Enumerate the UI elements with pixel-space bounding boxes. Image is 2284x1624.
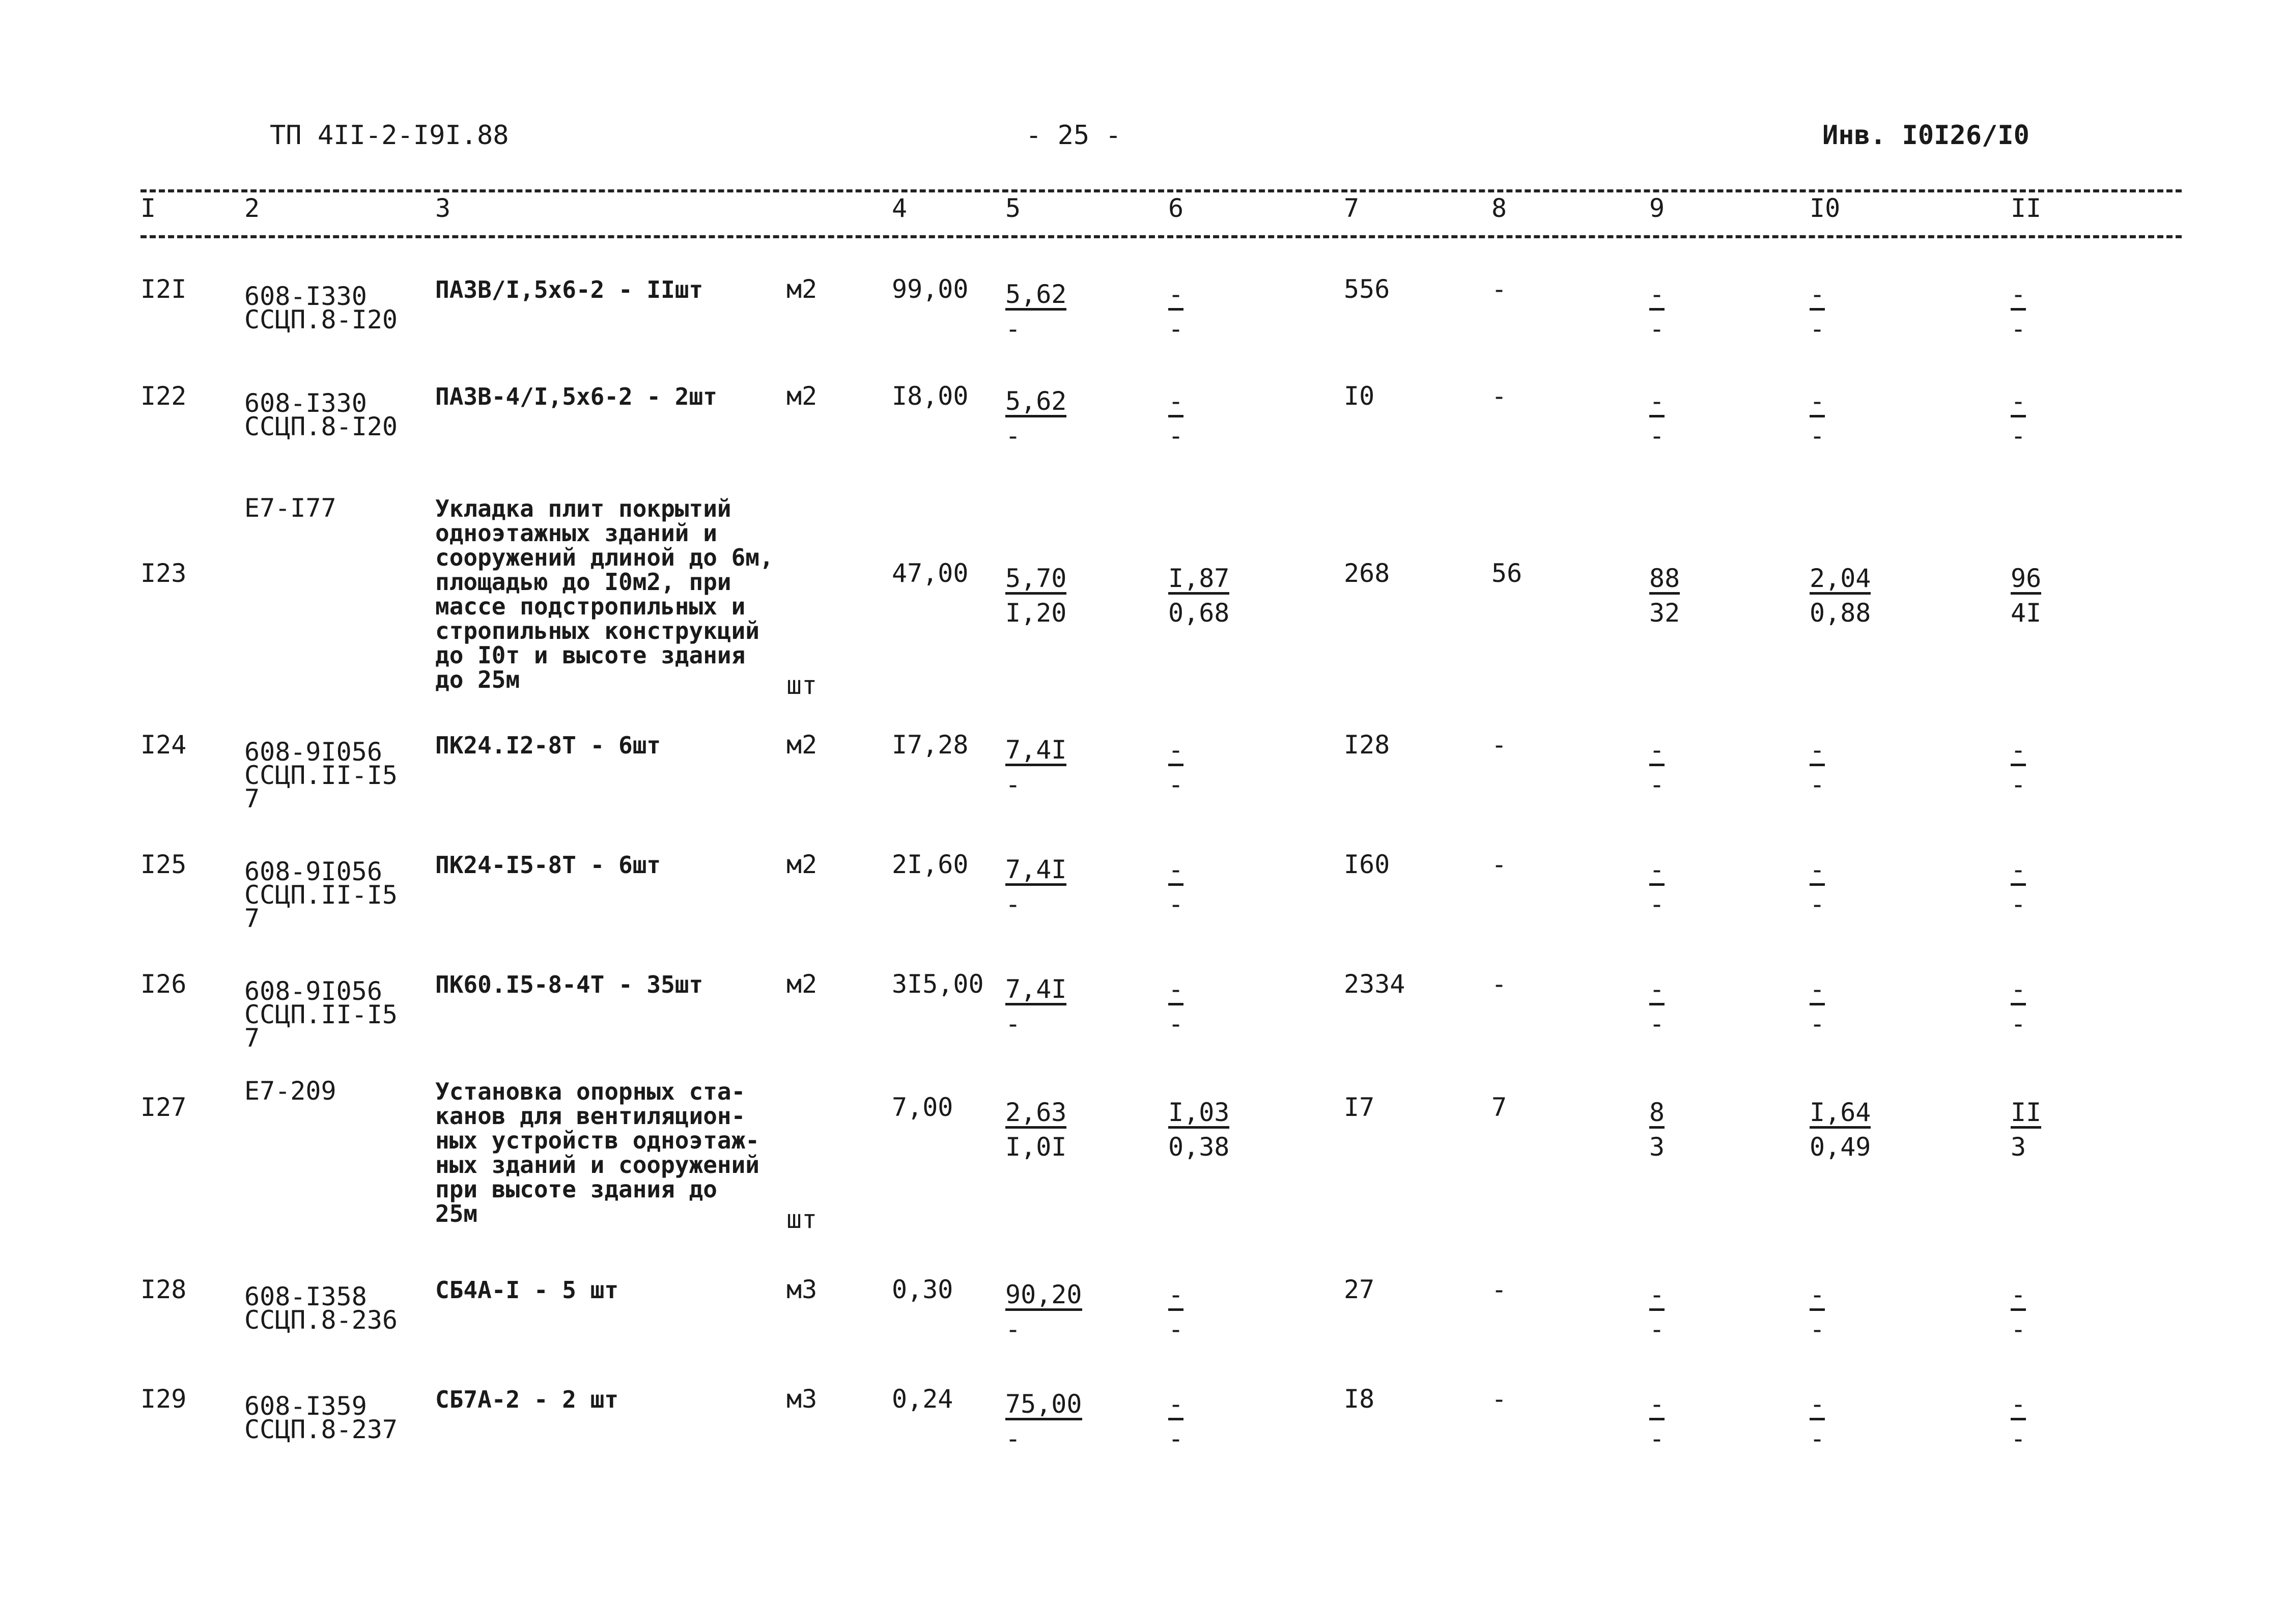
total-cost: 268 — [1344, 558, 1390, 588]
labor-total — [2011, 384, 2026, 454]
fraction-denominator: - — [1649, 1314, 1665, 1344]
total-cost: 2334 — [1344, 969, 1405, 999]
fraction-denominator: - — [1168, 1424, 1184, 1453]
total-cost: I8 — [1344, 1384, 1375, 1414]
fraction-denominator: - — [2011, 1009, 2026, 1039]
fraction-denominator: - — [1649, 421, 1665, 451]
unit-cost — [1005, 972, 1066, 1042]
column-header: 9 — [1649, 193, 1665, 223]
unit: м3 — [786, 1384, 817, 1414]
quantity: 99,00 — [892, 274, 969, 304]
labor-total — [2011, 1278, 2026, 1347]
fraction-denominator: - — [1168, 1009, 1184, 1039]
unit: шт — [786, 1205, 817, 1234]
machine-total — [1649, 562, 1680, 631]
row-number: I29 — [140, 1384, 187, 1414]
resource-code: 608-I358 ССЦП.8-236 — [244, 1282, 398, 1335]
fraction-denominator: - — [1649, 770, 1665, 799]
labor-cost — [1810, 972, 1825, 1042]
work-description: ПК24.I2-8Т - 6шт — [435, 732, 661, 759]
labor-total — [2011, 972, 2026, 1042]
fraction-denominator: - — [1168, 889, 1184, 919]
labor-cost — [1810, 277, 1825, 347]
quantity: 0,30 — [892, 1275, 953, 1304]
resource-code: 608-9I056 ССЦП.II-I5 7 — [244, 976, 398, 1053]
quantity: 3I5,00 — [892, 969, 984, 999]
machine-total — [1649, 277, 1665, 347]
column-header: I0 — [1810, 193, 1841, 223]
unit-cost — [1005, 853, 1066, 922]
wage-total: - — [1491, 1384, 1507, 1414]
row-number: I25 — [140, 850, 187, 879]
fraction-numerator: - — [2011, 737, 2026, 766]
machine-total — [1649, 1278, 1665, 1347]
total-cost: I0 — [1344, 381, 1375, 411]
column-header: 4 — [892, 193, 908, 223]
unit: м2 — [786, 274, 817, 304]
fraction-numerator: 75,00 — [1005, 1391, 1082, 1420]
fraction-numerator: - — [1649, 737, 1665, 766]
work-description: СБ7А-2 - 2 шт — [435, 1386, 619, 1413]
fraction-numerator: - — [1168, 857, 1183, 886]
fraction-denominator: - — [1810, 314, 1825, 344]
resource-code: 608-I330 ССЦП.8-I20 — [244, 388, 398, 441]
column-header: II — [2011, 193, 2042, 223]
row-number: I23 — [140, 558, 187, 588]
resource-code: Е7-209 — [244, 1076, 336, 1106]
column-header: 3 — [435, 193, 451, 223]
machine-cost — [1168, 1278, 1183, 1347]
fraction-numerator: - — [1649, 857, 1665, 886]
unit-cost — [1005, 1096, 1066, 1165]
fraction-numerator: - — [1168, 737, 1183, 766]
fraction-denominator: - — [1649, 889, 1665, 919]
fraction-numerator: - — [1649, 1391, 1665, 1420]
resource-code: 608-9I056 ССЦП.II-I5 7 — [244, 737, 398, 814]
fraction-denominator: 3 — [1649, 1132, 1665, 1162]
fraction-numerator: 88 — [1649, 566, 1680, 595]
labor-total — [2011, 733, 2026, 802]
quantity: I8,00 — [892, 381, 969, 411]
fraction-denominator: - — [2011, 314, 2026, 344]
fraction-numerator: - — [1168, 282, 1183, 311]
fraction-denominator: - — [2011, 889, 2026, 919]
fraction-denominator: - — [2011, 421, 2026, 451]
fraction-denominator: 0,38 — [1168, 1132, 1230, 1162]
total-cost: I60 — [1344, 850, 1390, 879]
unit: м3 — [786, 1275, 817, 1304]
column-header: 5 — [1005, 193, 1021, 223]
labor-total — [2011, 562, 2041, 631]
fraction-denominator: 32 — [1649, 598, 1680, 628]
fraction-numerator: - — [1168, 388, 1183, 417]
machine-cost — [1168, 972, 1183, 1042]
unit: м2 — [786, 381, 817, 411]
machine-cost — [1168, 562, 1229, 631]
fraction-denominator: - — [1005, 421, 1021, 451]
work-description: ПАЗВ-4/I,5х6-2 - 2шт — [435, 383, 717, 410]
fraction-numerator: - — [1810, 388, 1825, 417]
fraction-denominator: - — [2011, 1314, 2026, 1344]
row-number: I2I — [140, 274, 187, 304]
column-header: 2 — [244, 193, 260, 223]
work-description: ПК60.I5-8-4Т - 35шт — [435, 971, 703, 998]
unit: шт — [786, 670, 817, 700]
total-cost: 556 — [1344, 274, 1390, 304]
machine-total — [1649, 1096, 1665, 1165]
fraction-numerator: 7,4I — [1005, 857, 1066, 886]
fraction-numerator: 96 — [2011, 566, 2041, 595]
labor-cost — [1810, 1096, 1871, 1165]
fraction-denominator: - — [1649, 1009, 1665, 1039]
fraction-numerator: - — [2011, 857, 2026, 886]
unit: м2 — [786, 850, 817, 879]
fraction-numerator: - — [2011, 1282, 2026, 1311]
quantity: I7,28 — [892, 730, 969, 760]
labor-cost — [1810, 1387, 1825, 1457]
quantity: 7,00 — [892, 1093, 953, 1122]
wage-total: - — [1491, 850, 1507, 879]
work-description: ПК24-I5-8Т - 6шт — [435, 851, 661, 879]
fraction-denominator: 0,88 — [1810, 598, 1871, 628]
fraction-numerator: I,87 — [1168, 566, 1229, 595]
fraction-numerator: 5,70 — [1005, 566, 1066, 595]
unit-cost — [1005, 384, 1066, 454]
fraction-numerator: - — [2011, 388, 2026, 417]
labor-total — [2011, 1096, 2041, 1165]
fraction-denominator: - — [1649, 314, 1665, 344]
labor-total — [2011, 853, 2026, 922]
fraction-numerator: 7,4I — [1005, 976, 1066, 1005]
fraction-numerator: 2,63 — [1005, 1100, 1066, 1129]
machine-cost — [1168, 1387, 1183, 1457]
work-description: ПАЗВ/I,5х6-2 - IIшт — [435, 276, 703, 303]
fraction-numerator: - — [1810, 737, 1825, 766]
fraction-numerator: - — [1810, 857, 1825, 886]
fraction-denominator: - — [1168, 314, 1184, 344]
page-number: - 25 - — [1026, 120, 1121, 151]
total-cost: I28 — [1344, 730, 1390, 760]
unit-cost — [1005, 733, 1066, 802]
fraction-denominator: - — [1168, 770, 1184, 799]
machine-cost — [1168, 733, 1183, 802]
wage-total: - — [1491, 381, 1507, 411]
resource-code: 608-9I056 ССЦП.II-I5 7 — [244, 857, 398, 933]
fraction-numerator: - — [1649, 976, 1665, 1005]
unit-cost — [1005, 277, 1066, 347]
fraction-denominator: - — [1005, 314, 1021, 344]
fraction-numerator: 5,62 — [1005, 388, 1066, 417]
fraction-numerator: 5,62 — [1005, 282, 1066, 311]
row-number: I24 — [140, 730, 187, 760]
labor-cost — [1810, 384, 1825, 454]
machine-total — [1649, 853, 1665, 922]
column-header: 8 — [1491, 193, 1507, 223]
column-header: 7 — [1344, 193, 1360, 223]
machine-cost — [1168, 1096, 1229, 1165]
work-description: Установка опорных ста- канов для вентиляцион- ных устройств одноэтаж- ных зданий и сооружений при высоте здания до 25м — [435, 1078, 759, 1227]
fraction-numerator: 2,04 — [1810, 566, 1871, 595]
wage-total: - — [1491, 969, 1507, 999]
wage-total: - — [1491, 274, 1507, 304]
fraction-denominator: 4I — [2011, 598, 2042, 628]
fraction-numerator: 90,20 — [1005, 1282, 1082, 1311]
unit: м2 — [786, 730, 817, 760]
fraction-numerator: 8 — [1649, 1100, 1665, 1129]
unit-cost — [1005, 1387, 1082, 1457]
fraction-denominator: - — [1005, 1424, 1021, 1453]
machine-cost — [1168, 853, 1183, 922]
labor-cost — [1810, 1278, 1825, 1347]
machine-cost — [1168, 277, 1183, 347]
fraction-denominator: - — [1810, 1009, 1825, 1039]
fraction-denominator: I,20 — [1005, 598, 1067, 628]
fraction-denominator: - — [1810, 1424, 1825, 1453]
fraction-denominator: - — [1005, 770, 1021, 799]
labor-total — [2011, 277, 2026, 347]
total-cost: I7 — [1344, 1093, 1375, 1122]
unit: м2 — [786, 969, 817, 999]
fraction-numerator: I,64 — [1810, 1100, 1871, 1129]
fraction-numerator: - — [1810, 282, 1825, 311]
unit-cost — [1005, 562, 1066, 631]
resource-code: 608-I330 ССЦП.8-I20 — [244, 282, 398, 334]
document-code: ТП 4II-2-I9I.88 — [270, 120, 509, 151]
labor-total — [2011, 1387, 2026, 1457]
unit-cost — [1005, 1278, 1082, 1347]
work-description: Укладка плит покрытий одноэтажных зданий и сооружений длиной до 6м, площадью до I0м2, при массе подстропильных и стропильных конструкций до I0т и высоте здания до 25м — [435, 495, 774, 693]
fraction-numerator: - — [1649, 282, 1665, 311]
header-top-rule — [140, 189, 2182, 192]
wage-total: - — [1491, 730, 1507, 760]
fraction-denominator: - — [1005, 1314, 1021, 1344]
fraction-denominator: - — [2011, 1424, 2026, 1453]
resource-code: Е7-I77 — [244, 493, 336, 523]
fraction-denominator: 3 — [2011, 1132, 2026, 1162]
fraction-numerator: II — [2011, 1100, 2041, 1129]
quantity: 2I,60 — [892, 850, 969, 879]
fraction-numerator: - — [1168, 1282, 1183, 1311]
fraction-numerator: - — [1168, 1391, 1183, 1420]
quantity: 47,00 — [892, 558, 969, 588]
fraction-denominator: - — [1810, 770, 1825, 799]
inventory-number: Инв. I0I26/I0 — [1822, 120, 2029, 151]
labor-cost — [1810, 853, 1825, 922]
column-header: I — [140, 193, 156, 223]
fraction-denominator: 0,68 — [1168, 598, 1230, 628]
fraction-denominator: - — [1168, 421, 1184, 451]
wage-total: 7 — [1491, 1093, 1507, 1122]
wage-total: - — [1491, 1275, 1507, 1304]
fraction-denominator: - — [1005, 889, 1021, 919]
fraction-denominator: - — [1005, 1009, 1021, 1039]
fraction-denominator: I,0I — [1005, 1132, 1067, 1162]
row-number: I22 — [140, 381, 187, 411]
row-number: I28 — [140, 1275, 187, 1304]
work-description: СБ4А-I - 5 шт — [435, 1276, 619, 1304]
fraction-numerator: - — [1810, 1282, 1825, 1311]
row-number: I26 — [140, 969, 187, 999]
column-header: 6 — [1168, 193, 1184, 223]
machine-total — [1649, 1387, 1665, 1457]
fraction-denominator: 0,49 — [1810, 1132, 1871, 1162]
fraction-denominator: - — [1168, 1314, 1184, 1344]
fraction-numerator: - — [1649, 388, 1665, 417]
fraction-denominator: - — [1649, 1424, 1665, 1453]
fraction-numerator: - — [2011, 976, 2026, 1005]
fraction-numerator: I,03 — [1168, 1100, 1229, 1129]
fraction-denominator: - — [1810, 1314, 1825, 1344]
fraction-denominator: - — [2011, 770, 2026, 799]
machine-total — [1649, 972, 1665, 1042]
fraction-numerator: - — [2011, 282, 2026, 311]
total-cost: 27 — [1344, 1275, 1375, 1304]
fraction-denominator: - — [1810, 889, 1825, 919]
machine-total — [1649, 384, 1665, 454]
header-bottom-rule — [140, 235, 2182, 238]
fraction-denominator: - — [1810, 421, 1825, 451]
fraction-numerator: - — [1810, 976, 1825, 1005]
fraction-numerator: - — [1649, 1282, 1665, 1311]
fraction-numerator: - — [1168, 976, 1183, 1005]
row-number: I27 — [140, 1093, 187, 1122]
labor-cost — [1810, 733, 1825, 802]
resource-code: 608-I359 ССЦП.8-237 — [244, 1391, 398, 1444]
quantity: 0,24 — [892, 1384, 953, 1414]
labor-cost — [1810, 562, 1871, 631]
machine-total — [1649, 733, 1665, 802]
wage-total: 56 — [1491, 558, 1522, 588]
fraction-numerator: - — [2011, 1391, 2026, 1420]
fraction-numerator: 7,4I — [1005, 737, 1066, 766]
fraction-numerator: - — [1810, 1391, 1825, 1420]
machine-cost — [1168, 384, 1183, 454]
